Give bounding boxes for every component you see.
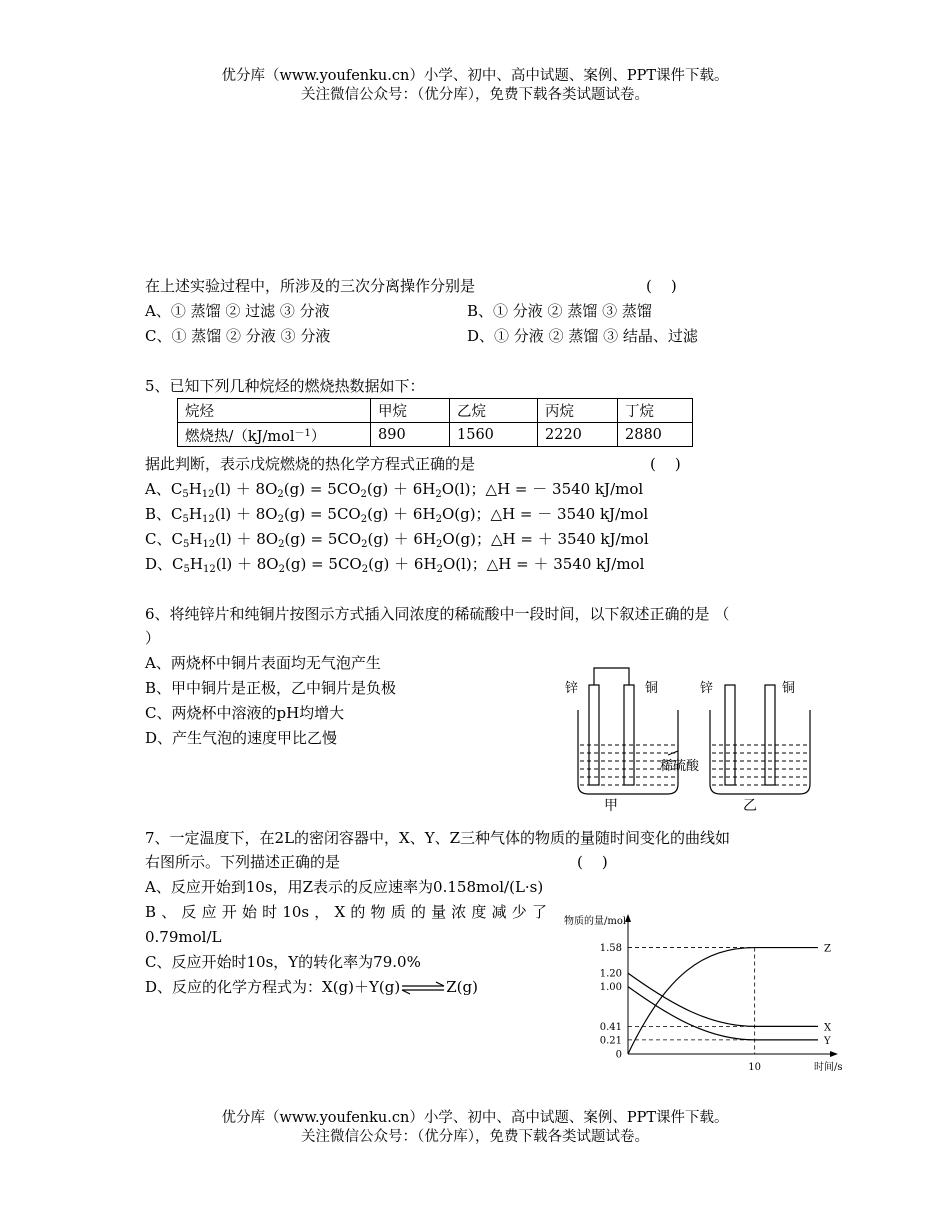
- zinc-electrode-jia: [589, 685, 599, 785]
- beaker-figure: [560, 660, 820, 820]
- table-row: [178, 423, 693, 447]
- q6-option-b: B、甲中铜片是正极，乙中铜片是负极: [145, 679, 397, 697]
- q4-option-a: A、① 蒸馏 ② 过滤 ③ 分液: [145, 302, 330, 320]
- table-cell: 2880: [618, 423, 693, 447]
- q7-option-b: B、反应开始时10s，X的物质的量浓度减少了: [145, 903, 547, 921]
- copper-label-2: 铜: [782, 681, 796, 696]
- zinc-label-1: 锌: [565, 681, 579, 696]
- series-z-line: [628, 948, 818, 1054]
- q5-judge: 据此判断，表示戊烷燃烧的热化学方程式正确的是: [145, 455, 476, 473]
- x-axis-arrow: [830, 1051, 838, 1057]
- zinc-label-2: 锌: [700, 681, 714, 696]
- header-line-2: 关注微信公众号：（优分库），免费下载各类试题试卷。: [301, 87, 649, 103]
- q4-answer-paren: ( ): [646, 277, 677, 295]
- y-tick-label: 1.00: [599, 982, 622, 994]
- q5-stem: 5、已知下列几种烷烃的燃烧热数据如下：: [145, 377, 425, 395]
- series-x-line: [628, 973, 818, 1026]
- y-tick-label: 0: [615, 1049, 622, 1061]
- table-cell: 丁烷: [618, 399, 693, 423]
- series-y-line: [628, 987, 818, 1040]
- y-tick-label: 0.41: [599, 1021, 622, 1033]
- q7-option-c: C、反应开始时10s，Y的转化率为79.0%: [145, 953, 421, 971]
- q5-option-a: A、$C_5H_{12}(l) + 8O_2(g) = 5CO_2(g) + 6H_2O(l)$；△H = － 3540 kJ/mol: [145, 480, 644, 500]
- series-x-label: X: [824, 1022, 832, 1034]
- x-tick-label: 10: [748, 1062, 762, 1073]
- q4-option-c: C、① 蒸馏 ② 分液 ③ 分液: [145, 327, 331, 345]
- q6-option-a: A、两烧杯中铜片表面均无气泡产生: [145, 654, 381, 672]
- q7-stem-2: 右图所示。下列描述正确的是: [145, 853, 341, 871]
- y-tick-label: 0.21: [599, 1035, 622, 1047]
- table-cell: 2220: [538, 423, 618, 447]
- y-tick-label: 1.20: [599, 968, 622, 980]
- q5-option-d: D、$C_5H_{12}(l) + 8O_2(g) = 5CO_2(g) + 6H_2O(l)$；△H = ＋ 3540 kJ/mol: [145, 555, 645, 575]
- y-axis-label: 物质的量/mol: [564, 916, 627, 927]
- connecting-wire: [594, 668, 629, 685]
- footer-line-2: 关注微信公众号：（优分库），免费下载各类试题试卷。: [301, 1129, 649, 1145]
- q7-stem-1: 7、一定温度下，在2L的密闭容器中，X、Y、Z三种气体的物质的量随时间变化的曲线如: [145, 829, 731, 847]
- table-header-row: [178, 399, 693, 423]
- header-line-1: 优分库（www.youfenku.cn）小学、初中、高中试题、案例、PPT课件下载。: [221, 68, 729, 84]
- beaker-jia: [578, 710, 678, 794]
- acid-label: 稀硫酸: [660, 759, 700, 774]
- zinc-electrode-yi: [725, 685, 735, 785]
- series-y-label: Y: [824, 1035, 831, 1047]
- y-tick-label: 1.58: [599, 943, 622, 955]
- copper-electrode-yi: [765, 685, 775, 785]
- q6-stem-cont: ）: [145, 629, 161, 647]
- q4-stem: 在上述实验过程中，所涉及的三次分离操作分别是: [145, 277, 476, 295]
- amount-time-chart: [560, 906, 843, 1076]
- reversible-arrow-icon: [400, 981, 446, 995]
- table-cell: 甲烷: [371, 399, 450, 423]
- table-cell: 丙烷: [538, 399, 618, 423]
- q7-option-d-pre: D、反应的化学方程式为：X(g)＋Y(g): [145, 978, 401, 996]
- table-cell: 燃烧热/（kJ/mol$^{-1}$）: [178, 423, 371, 447]
- table-cell: 乙烷: [450, 399, 538, 423]
- footer-line-1: 优分库（www.youfenku.cn）小学、初中、高中试题、案例、PPT课件下载。: [221, 1110, 729, 1126]
- q5-option-b: B、$C_5H_{12}(l) + 8O_2(g) = 5CO_2(g) + 6H_2O(g)$；△H = － 3540 kJ/mol: [145, 505, 649, 525]
- q6-option-d: D、产生气泡的速度甲比乙慢: [145, 729, 338, 747]
- combustion-heat-table: [177, 398, 693, 447]
- beaker-label-yi: 乙: [743, 798, 757, 814]
- q6-stem: 6、将纯锌片和纯铜片按图示方式插入同浓度的稀硫酸中一段时间，以下叙述正确的是 （: [145, 605, 730, 623]
- table-cell: 烷烃: [178, 399, 371, 423]
- q5-option-c: C、$C_5H_{12}(l) + 8O_2(g) = 5CO_2(g) + 6H_2O(g)$；△H = ＋ 3540 kJ/mol: [145, 530, 649, 550]
- q5-answer-paren: ( ): [650, 455, 681, 473]
- table-cell: 890: [371, 423, 450, 447]
- q7-option-b-cont: 0.79mol/L: [145, 928, 222, 946]
- beaker-label-jia: 甲: [604, 798, 618, 814]
- copper-electrode-jia: [624, 685, 634, 785]
- q7-option-d-post: Z(g): [446, 978, 478, 996]
- table-cell: 1560: [450, 423, 538, 447]
- q4-option-d: D、① 分液 ② 蒸馏 ③ 结晶、过滤: [467, 327, 698, 345]
- q7-answer-paren: ( ): [577, 853, 608, 871]
- copper-label-1: 铜: [645, 681, 659, 696]
- series-z-label: Z: [824, 943, 831, 955]
- x-axis-label: 时间/s: [814, 1062, 843, 1073]
- q7-option-a: A、反应开始到10s，用Z表示的反应速率为0.158mol/(L·s): [145, 878, 544, 896]
- q6-option-c: C、两烧杯中溶液的pH均增大: [145, 704, 345, 722]
- q7-option-d: [145, 976, 478, 998]
- q4-option-b: B、① 分液 ② 蒸馏 ③ 蒸馏: [467, 302, 652, 320]
